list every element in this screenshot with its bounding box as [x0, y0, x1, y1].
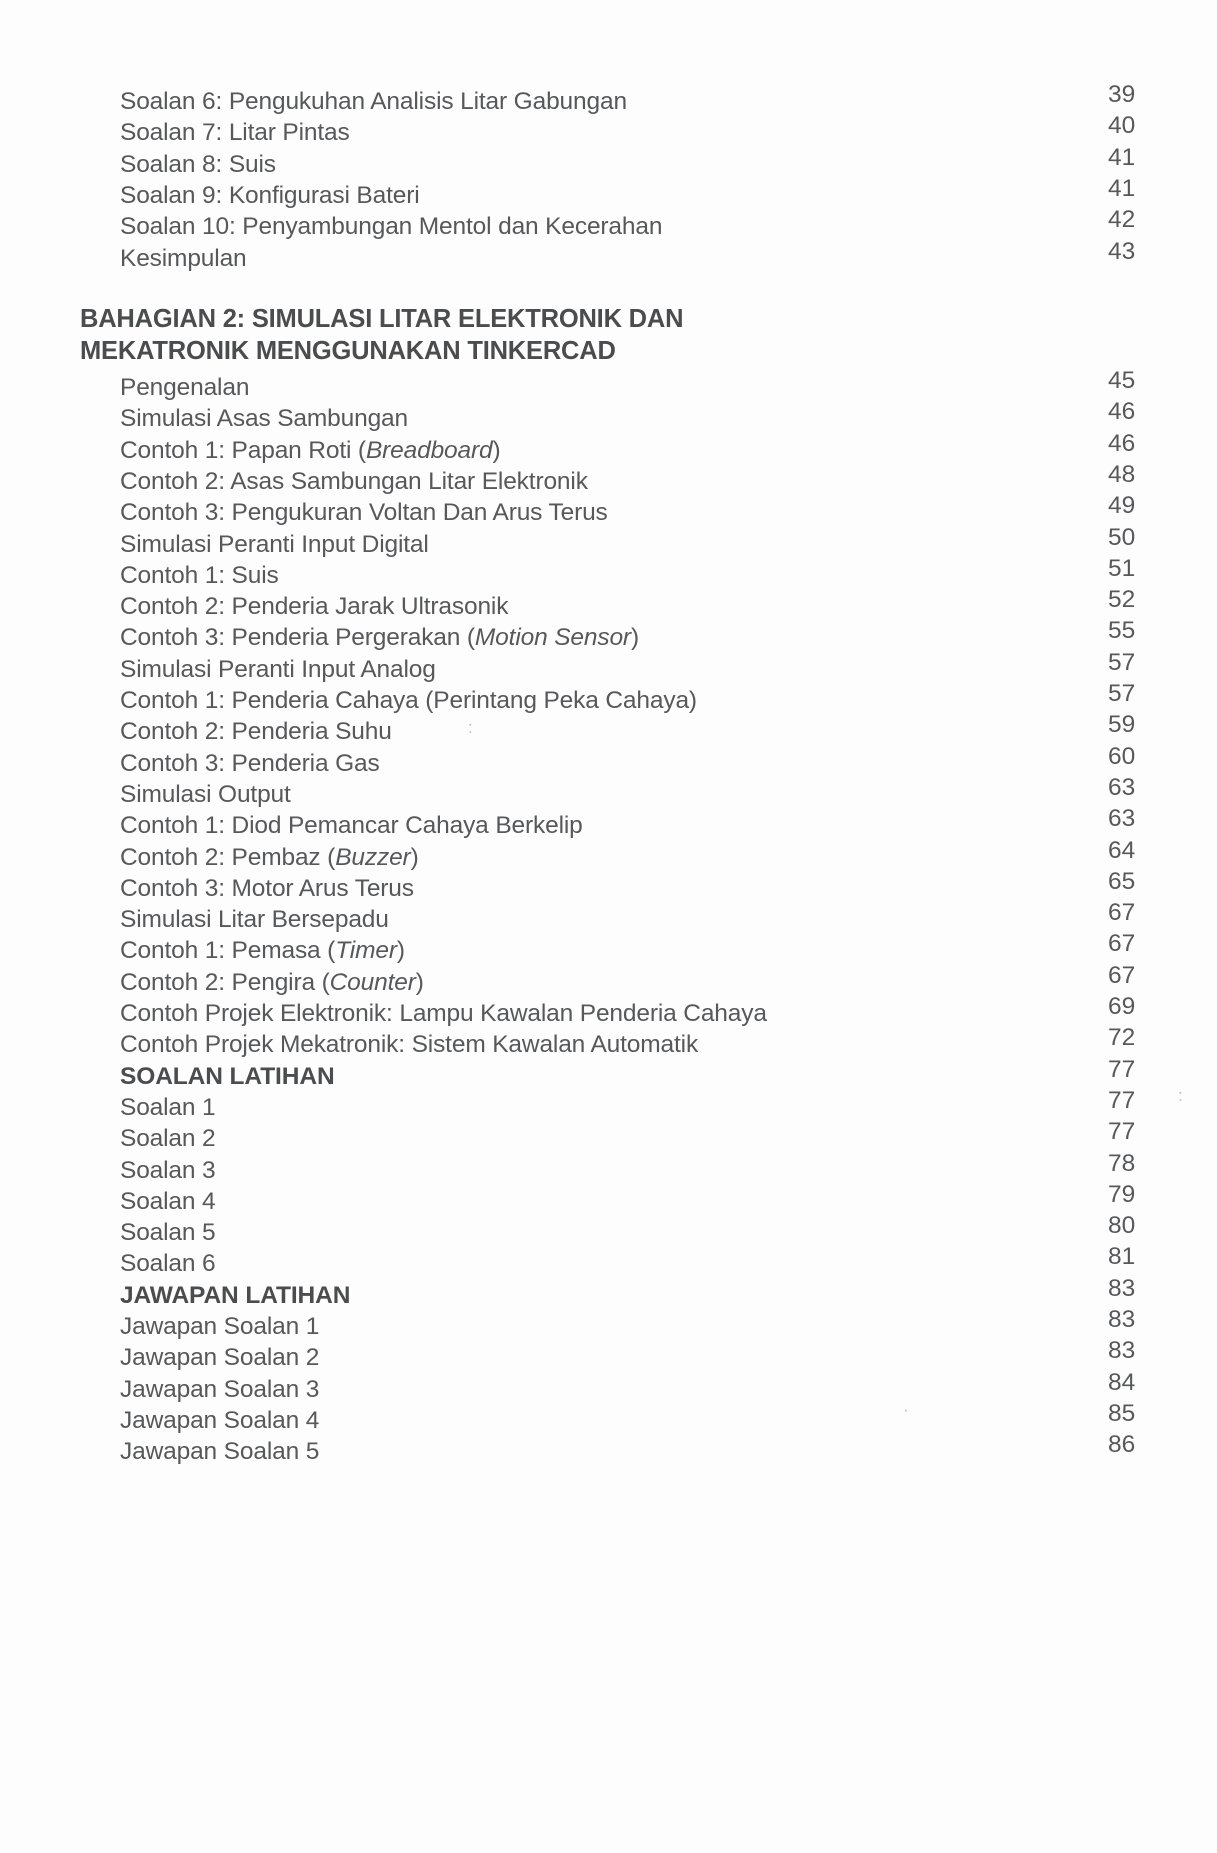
- toc-entry-label-italic: Breadboard: [365, 436, 493, 464]
- toc-entry-label: Contoh 1: Penderia Cahaya (Perintang Peka Cahaya): [120, 687, 697, 714]
- toc-entry-page-number: 55: [1108, 617, 1136, 645]
- toc-entry-page-number: 77: [1108, 1118, 1136, 1146]
- toc-entry[interactable]: [0, 367, 1217, 403]
- toc-entry-label-italic: Counter: [329, 968, 416, 996]
- toc-entry-label-italic: Buzzer: [335, 843, 411, 871]
- toc-entry[interactable]: [0, 429, 1217, 466]
- toc-entry-page-number: 72: [1108, 1024, 1136, 1052]
- scan-artifact-tick: :: [1178, 1086, 1183, 1105]
- toc-entry-label: SOALAN LATIHAN: [120, 1062, 335, 1090]
- toc-entry-page-number: 46: [1108, 398, 1136, 426]
- toc-entry-label: Contoh Projek Mekatronik: Sistem Kawalan Automatik: [120, 1031, 699, 1059]
- toc-entry[interactable]: [0, 112, 1217, 148]
- toc-entry-label: Contoh 2: Pengira (Counter): [120, 968, 424, 996]
- toc-entry-label-italic: Timer: [335, 937, 397, 965]
- toc-entry-label: Soalan 6: Pengukuhan Analisis Litar Gabungan: [120, 88, 627, 115]
- toc-entry-page-number: 48: [1108, 460, 1136, 488]
- toc-entry-label: JAWAPAN LATIHAN: [120, 1281, 351, 1309]
- toc-entry-label: Simulasi Output: [120, 780, 291, 808]
- toc-entry-page-number: 57: [1108, 680, 1136, 707]
- toc-entry[interactable]: [0, 899, 1217, 935]
- toc-entry-page-number: 83: [1108, 1274, 1136, 1302]
- toc-entry-page-number: 41: [1108, 143, 1136, 171]
- toc-entry-page-number: 57: [1108, 648, 1136, 676]
- toc-entry-page-number: 77: [1108, 1055, 1136, 1083]
- toc-entry-label: Kesimpulan: [120, 244, 247, 272]
- toc-entry-page-number: 60: [1108, 742, 1136, 770]
- toc-entry-label: Jawapan Soalan 5: [120, 1438, 320, 1466]
- toc-entry-page-number: 81: [1108, 1243, 1136, 1271]
- toc-entry-page-number: 78: [1108, 1149, 1136, 1177]
- part-2-heading-line-1: BAHAGIAN 2: SIMULASI LITAR ELEKTRONIK DAN: [80, 305, 684, 333]
- toc-entry[interactable]: [0, 1306, 1217, 1342]
- toc-entry-page-number: 49: [1108, 492, 1136, 520]
- toc-entry-page-number: 80: [1108, 1212, 1136, 1240]
- toc-entry-page-number: 67: [1108, 899, 1136, 927]
- toc-entry-page-number: 40: [1108, 112, 1136, 140]
- toc-entry-label: Contoh 1: Suis: [120, 561, 279, 589]
- toc-entry-page-number: 42: [1108, 206, 1136, 234]
- scan-artifact-colon: :: [468, 718, 473, 737]
- toc-entry-label: Simulasi Asas Sambungan: [120, 405, 408, 433]
- toc-entry[interactable]: [0, 648, 1217, 685]
- toc-entry-label: Jawapan Soalan 1: [120, 1313, 320, 1340]
- toc-entry[interactable]: [0, 773, 1217, 810]
- toc-entry[interactable]: [0, 1118, 1217, 1154]
- toc-entry[interactable]: [0, 398, 1217, 434]
- toc-entry-page-number: 63: [1108, 805, 1136, 833]
- toc-entry-label: Soalan 2: [120, 1125, 216, 1153]
- toc-entry-label: Jawapan Soalan 4: [120, 1406, 320, 1434]
- toc-entry[interactable]: [0, 805, 1217, 841]
- part-2-heading-line-2: MEKATRONIK MENGGUNAKAN TINKERCAD: [80, 337, 616, 365]
- toc-entry-page-number: 84: [1108, 1368, 1136, 1396]
- toc-entry-page-number: 52: [1108, 586, 1136, 614]
- toc-entry-label: Contoh Projek Elektronik: Lampu Kawalan Penderia Cahaya: [120, 1000, 767, 1027]
- toc-entry-page-number: 45: [1108, 367, 1136, 394]
- toc-entry[interactable]: [0, 1399, 1217, 1436]
- toc-entry-label: Contoh 1: Papan Roti (Breadboard): [120, 436, 501, 464]
- toc-entry-label: Soalan 4: [120, 1187, 216, 1215]
- toc-entry[interactable]: [0, 81, 1217, 117]
- toc-entry[interactable]: [0, 961, 1217, 998]
- toc-entry[interactable]: [0, 174, 1217, 211]
- toc-entry-label-italic: Motion Sensor: [474, 624, 631, 652]
- toc-entry-label: Soalan 7: Litar Pintas: [120, 119, 350, 147]
- toc-entry-label: Simulasi Peranti Input Digital: [120, 530, 429, 558]
- toc-entry[interactable]: [0, 206, 1217, 242]
- toc-entry[interactable]: [0, 1086, 1217, 1123]
- toc-entry[interactable]: [0, 460, 1217, 497]
- toc-entry[interactable]: [0, 237, 1217, 274]
- toc-entry-page-number: 41: [1108, 174, 1136, 202]
- toc-entry-page-number: 67: [1108, 961, 1136, 989]
- toc-entry-page-number: 85: [1108, 1399, 1136, 1427]
- toc-entry[interactable]: [0, 1337, 1217, 1373]
- toc-entry-page-number: 50: [1108, 523, 1136, 551]
- toc-entry[interactable]: [0, 711, 1217, 747]
- toc-entry-page-number: 86: [1108, 1431, 1136, 1459]
- toc-entry[interactable]: [0, 617, 1217, 653]
- toc-entry[interactable]: [0, 586, 1217, 622]
- toc-entry-page-number: 77: [1108, 1086, 1136, 1114]
- toc-entry-page-number: 43: [1108, 237, 1136, 265]
- toc-entry[interactable]: [0, 836, 1217, 873]
- toc-entry[interactable]: [0, 742, 1217, 779]
- toc-entry-page-number: 83: [1108, 1337, 1136, 1365]
- toc-entry-label: Soalan 9: Konfigurasi Bateri: [120, 181, 420, 209]
- toc-entry-page-number: 65: [1108, 867, 1136, 895]
- toc-entry-label: Contoh 2: Penderia Jarak Ultrasonik: [120, 593, 509, 621]
- toc-entry-label: Contoh 1: Pemasa (Timer): [120, 937, 405, 965]
- toc-entry[interactable]: [0, 492, 1217, 528]
- toc-entry-page-number: 79: [1108, 1180, 1136, 1208]
- toc-entry-label: Contoh 2: Pembaz (Buzzer): [120, 843, 419, 871]
- toc-entry-page-number: 64: [1108, 836, 1136, 864]
- toc-entry[interactable]: [0, 143, 1217, 180]
- toc-entry-label: Jawapan Soalan 2: [120, 1344, 320, 1372]
- toc-entry-label: Jawapan Soalan 3: [120, 1375, 320, 1403]
- toc-entry-label: Simulasi Litar Bersepadu: [120, 906, 389, 934]
- toc-entry-page-number: 69: [1108, 993, 1136, 1020]
- toc-entry-page-number: 59: [1108, 711, 1136, 739]
- toc-entry-label: Contoh 2: Asas Sambungan Litar Elektronik: [120, 467, 588, 495]
- toc-entry-label: Soalan 5: [120, 1219, 216, 1247]
- toc-entry[interactable]: [0, 1243, 1217, 1279]
- toc-entry-label: Contoh 3: Motor Arus Terus: [120, 874, 414, 902]
- toc-entry-label: Soalan 1: [120, 1093, 216, 1121]
- toc-entry[interactable]: [0, 993, 1217, 1029]
- toc-entry-label: Contoh 1: Diod Pemancar Cahaya Berkelip: [120, 812, 583, 840]
- toc-entry-page-number: 39: [1108, 81, 1136, 108]
- toc-entry-label: Contoh 3: Penderia Gas: [120, 749, 380, 777]
- toc-entry-page-number: 83: [1108, 1306, 1136, 1333]
- toc-entry[interactable]: [0, 1055, 1217, 1092]
- toc-entry[interactable]: [0, 930, 1217, 966]
- toc-entry-label: Soalan 6: [120, 1250, 216, 1278]
- toc-entry-label: Contoh 3: Penderia Pergerakan (Motion Sensor): [120, 624, 639, 652]
- toc-entry-label: Simulasi Peranti Input Analog: [120, 655, 436, 683]
- toc-entry-page-number: 46: [1108, 429, 1136, 457]
- toc-entry-label: Soalan 10: Penyambungan Mentol dan Kecerahan: [120, 213, 663, 241]
- toc-entry[interactable]: [0, 523, 1217, 560]
- toc-entry-label: Soalan 8: Suis: [120, 150, 276, 178]
- toc-entry[interactable]: [0, 1024, 1217, 1060]
- scan-artifact-dot: ·: [903, 1400, 909, 1419]
- toc-entry[interactable]: [0, 867, 1217, 904]
- toc-entry[interactable]: [0, 1149, 1217, 1186]
- toc-entry-page-number: 67: [1108, 930, 1136, 958]
- toc-entry[interactable]: [0, 1431, 1217, 1467]
- toc-entry-label: Contoh 2: Penderia Suhu: [120, 718, 392, 746]
- toc-entry[interactable]: [0, 554, 1217, 591]
- toc-entry[interactable]: [0, 680, 1217, 716]
- toc-entry-label: Soalan 3: [120, 1156, 216, 1184]
- toc-entry-page-number: 63: [1108, 773, 1136, 801]
- toc-entry[interactable]: [0, 1368, 1217, 1405]
- toc-entry[interactable]: [0, 1212, 1217, 1248]
- toc-entry[interactable]: [0, 1180, 1217, 1217]
- toc-entry[interactable]: [0, 1274, 1217, 1311]
- toc-entry-label: Pengenalan: [120, 374, 250, 401]
- toc-entry-page-number: 51: [1108, 554, 1136, 582]
- toc-entry-label: Contoh 3: Pengukuran Voltan Dan Arus Terus: [120, 499, 608, 527]
